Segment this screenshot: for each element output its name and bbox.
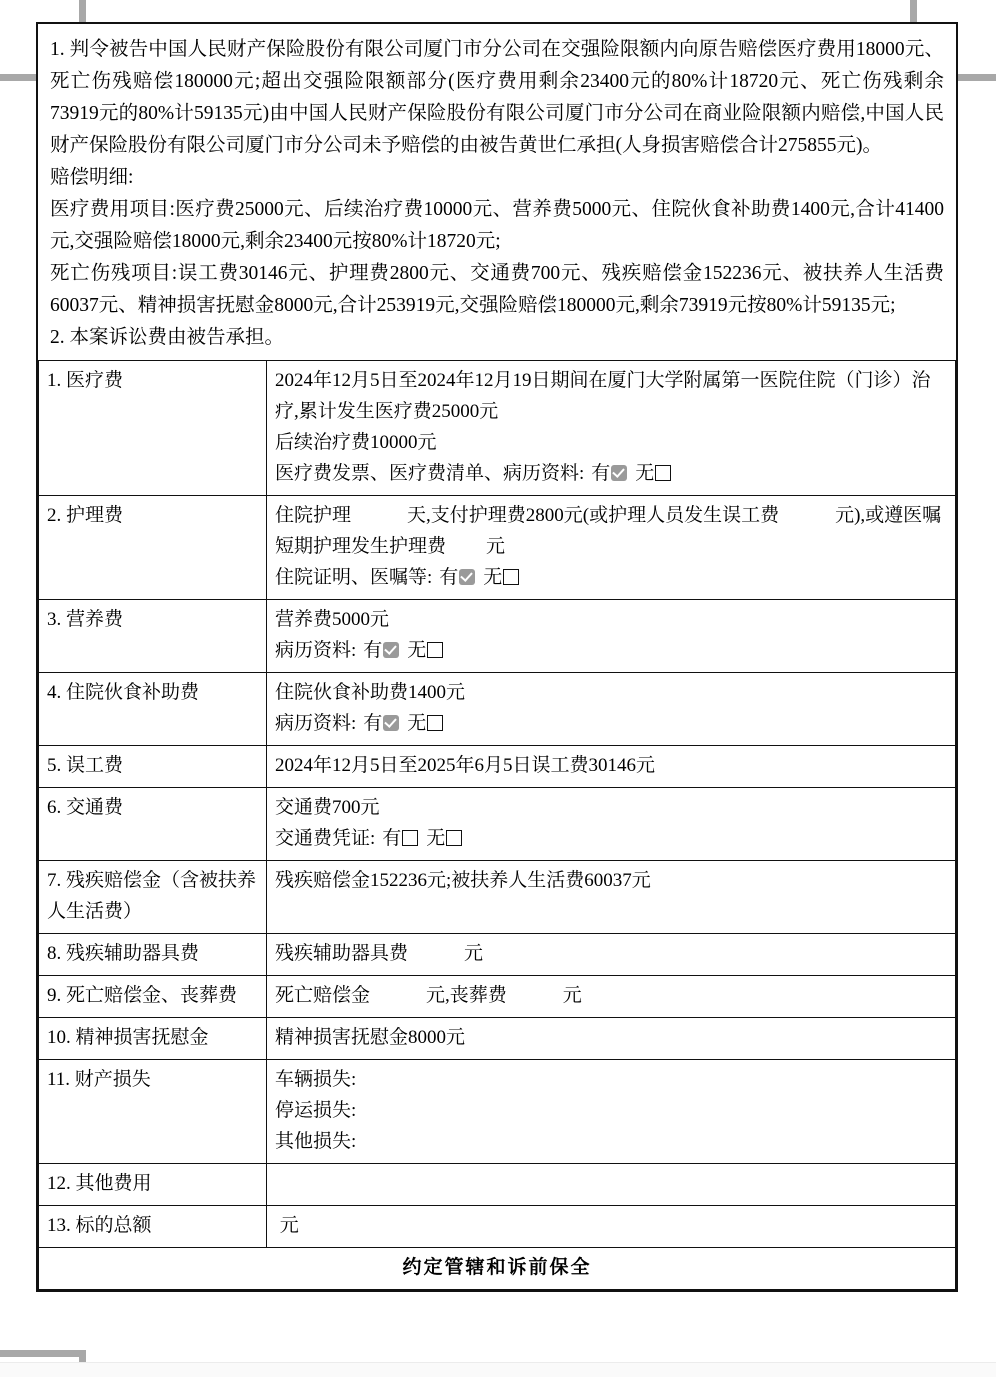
item-value-text: 元 <box>486 536 506 557</box>
evidence-label: 交通费凭证: <box>275 828 376 849</box>
item-value-cell <box>267 976 956 1018</box>
checkbox-checked-icon[interactable] <box>611 465 627 481</box>
item-value-cell <box>267 673 956 746</box>
table-row <box>39 746 956 788</box>
item-value-text: 元,丧葬费 <box>426 985 507 1006</box>
item-value-line: 残疾赔偿金152236元;被扶养人生活费60037元 <box>275 870 651 891</box>
item-label-cell: 1. 医疗费 <box>39 361 267 496</box>
evidence-yes-label: 有 <box>591 463 611 484</box>
item-value-cell <box>267 1018 956 1060</box>
item-value-line <box>275 500 947 531</box>
fill-in-blank[interactable] <box>779 500 835 531</box>
evidence-no-label: 无 <box>407 713 427 734</box>
checkbox-unchecked-icon[interactable] <box>655 465 671 481</box>
item-label-cell: 13. 标的总额 <box>39 1206 267 1248</box>
item-value-text: 死亡赔偿金 <box>275 985 371 1006</box>
item-value-line: 交通费700元 <box>275 797 380 818</box>
item-label-cell: 11. 财产损失 <box>39 1060 267 1164</box>
evidence-line <box>275 562 947 593</box>
evidence-line <box>275 458 947 489</box>
item-value-cell <box>267 746 956 788</box>
evidence-no-label: 无 <box>426 828 446 849</box>
item-value-line: 住院伙食补助费1400元 <box>275 682 466 703</box>
item-value-line <box>275 1210 947 1241</box>
table-row <box>39 976 956 1018</box>
item-value-text: 元 <box>279 1215 299 1236</box>
evidence-line <box>275 823 947 854</box>
narrative-block <box>38 24 956 360</box>
item-label-cell: 4. 住院伙食补助费 <box>39 673 267 746</box>
item-value-line: 停运损失: <box>275 1100 357 1121</box>
evidence-yes-label: 有 <box>382 828 402 849</box>
disability-breakdown: 死亡伤残项目:误工费30146元、护理费2800元、交通费700元、残疾赔偿金152236元、被扶养人生活费60037元、精神损害抚慰金8000元,合计253919元,交强险赔偿180000元,剩余73919元按80%计59135元; <box>50 263 944 316</box>
table-row <box>39 496 956 600</box>
checkbox-unchecked-icon[interactable] <box>427 642 443 658</box>
table-row <box>39 361 956 496</box>
item-label-cell: 7. 残疾赔偿金（含被扶养人生活费） <box>39 861 267 934</box>
evidence-no-label: 无 <box>407 640 427 661</box>
item-value-line: 营养费5000元 <box>275 609 390 630</box>
checkbox-unchecked-icon[interactable] <box>427 715 443 731</box>
item-label-cell: 12. 其他费用 <box>39 1164 267 1206</box>
item-value-cell <box>267 361 956 496</box>
evidence-label: 病历资料: <box>275 640 357 661</box>
fill-in-blank[interactable] <box>351 500 407 531</box>
checkbox-checked-icon[interactable] <box>383 715 399 731</box>
fill-in-blank[interactable] <box>507 980 563 1011</box>
item-value-cell <box>267 788 956 861</box>
table-row <box>39 600 956 673</box>
claim-items-table <box>38 360 956 1290</box>
table-row <box>39 1164 956 1206</box>
item-value-line: 其他损失: <box>275 1131 357 1152</box>
item-value-line: 精神损害抚慰金8000元 <box>275 1027 466 1048</box>
item-label-cell: 2. 护理费 <box>39 496 267 600</box>
item-value-cell <box>267 861 956 934</box>
table-row <box>39 788 956 861</box>
evidence-no-label: 无 <box>635 463 655 484</box>
checkbox-unchecked-icon[interactable] <box>503 569 519 585</box>
footer-banner-title: 约定管辖和诉前保全 <box>39 1248 956 1290</box>
item-value-cell <box>267 496 956 600</box>
item-value-line <box>275 531 947 562</box>
item-label-cell: 8. 残疾辅助器具费 <box>39 934 267 976</box>
item-label-cell: 9. 死亡赔偿金、丧葬费 <box>39 976 267 1018</box>
item-value-line: 2024年12月5日至2025年6月5日误工费30146元 <box>275 755 656 776</box>
item-value-line: 车辆损失: <box>275 1069 357 1090</box>
item-value-text: 元 <box>464 943 484 964</box>
item-value-line <box>275 980 947 1011</box>
breakdown-heading: 赔偿明细: <box>50 167 134 188</box>
evidence-line <box>275 635 947 666</box>
evidence-label: 住院证明、医嘱等: <box>275 567 433 588</box>
item-value-text: 残疾辅助器具费 <box>275 943 409 964</box>
item-value-cell <box>267 1060 956 1164</box>
evidence-line <box>275 708 947 739</box>
evidence-yes-label: 有 <box>363 640 383 661</box>
evidence-label: 医疗费发票、医疗费清单、病历资料: <box>275 463 585 484</box>
item-value-text: 短期护理发生护理费 <box>275 536 447 557</box>
table-row <box>39 934 956 976</box>
page-bottom-edge <box>0 1362 996 1377</box>
item-value-text: 天,支付护理费2800元(或护理人员发生误工费 <box>407 505 780 526</box>
fill-in-blank[interactable] <box>370 980 426 1011</box>
evidence-label: 病历资料: <box>275 713 357 734</box>
evidence-yes-label: 有 <box>363 713 383 734</box>
table-row <box>39 1018 956 1060</box>
item-label-cell: 5. 误工费 <box>39 746 267 788</box>
item-label-cell: 6. 交通费 <box>39 788 267 861</box>
item-value-line: 后续治疗费10000元 <box>275 432 437 453</box>
item-value-cell <box>267 934 956 976</box>
footer-banner-row <box>39 1248 956 1290</box>
evidence-yes-label: 有 <box>439 567 459 588</box>
claim-paragraph: 1. 判令被告中国人民财产保险股份有限公司厦门市分公司在交强险限额内向原告赔偿医疗费用18000元、死亡伤残赔偿180000元;超出交强险限额部分(医疗费用剩余23400元的80%计18720元、死亡伤残剩余73919元的80%计59135元)由中国人民财产保险股份有限公司厦门市分公司在商业险限额内赔偿,中国人民财产保险股份有限公司厦门市分公司未予赔偿的由被告黄世仁承担(人身损害赔偿合计275855元)。 <box>50 39 944 156</box>
table-row <box>39 861 956 934</box>
checkbox-checked-icon[interactable] <box>459 569 475 585</box>
item-value-line <box>275 938 947 969</box>
item-value-cell <box>267 1164 956 1206</box>
table-row <box>39 1060 956 1164</box>
item-value-cell <box>267 1206 956 1248</box>
checkbox-unchecked-icon[interactable] <box>402 830 418 846</box>
item-label-cell: 10. 精神损害抚慰金 <box>39 1018 267 1060</box>
evidence-no-label: 无 <box>483 567 503 588</box>
medical-breakdown: 医疗费用项目:医疗费25000元、后续治疗费10000元、营养费5000元、住院伙食补助费1400元,合计41400元,交强险赔偿18000元,剩余23400元按80%计18720元; <box>50 199 944 252</box>
document-frame <box>36 22 958 1292</box>
checkbox-checked-icon[interactable] <box>383 642 399 658</box>
item-value-text: 住院护理 <box>275 505 352 526</box>
litigation-fee-paragraph: 2. 本案诉讼费由被告承担。 <box>50 327 285 348</box>
fill-in-blank[interactable] <box>408 938 464 969</box>
fill-in-blank[interactable] <box>446 531 486 562</box>
checkbox-unchecked-icon[interactable] <box>446 830 462 846</box>
item-value-cell <box>267 600 956 673</box>
item-label-cell: 3. 营养费 <box>39 600 267 673</box>
item-value-text: 元),或遵医嘱 <box>835 505 942 526</box>
item-value-text: 元 <box>562 985 582 1006</box>
table-row <box>39 673 956 746</box>
table-row <box>39 1206 956 1248</box>
item-value-line: 2024年12月5日至2024年12月19日期间在厦门大学附属第一医院住院（门诊）治疗,累计发生医疗费25000元 <box>275 370 931 422</box>
